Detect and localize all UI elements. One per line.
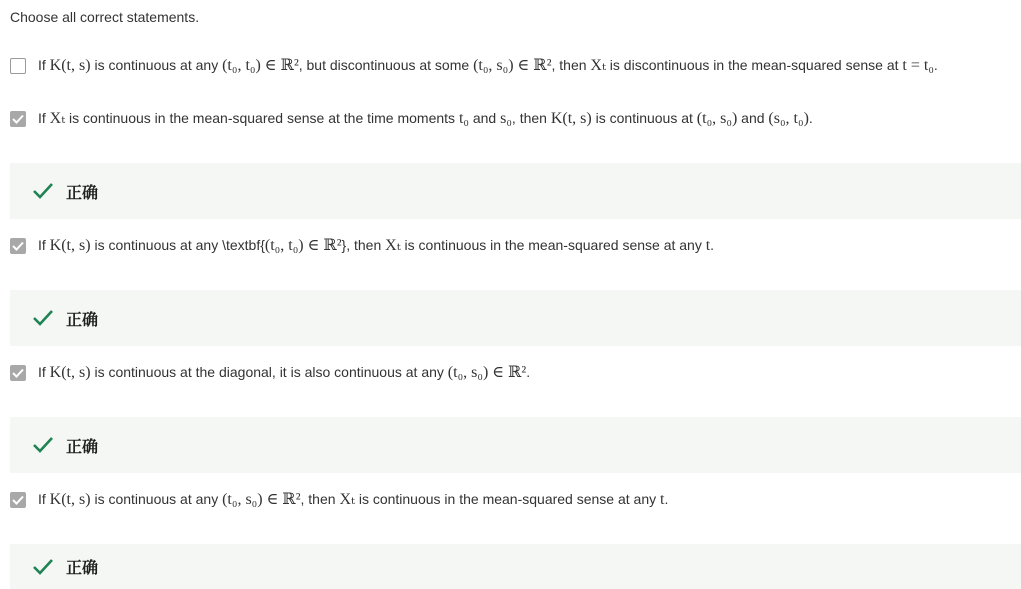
option-checkbox[interactable] [10, 58, 26, 74]
checkmark-icon [32, 436, 54, 454]
option-checkbox[interactable] [10, 365, 26, 381]
feedback-label: 正确 [66, 436, 99, 456]
answer-option[interactable] [10, 236, 1021, 255]
answer-option[interactable] [10, 56, 1021, 75]
feedback-label: 正确 [66, 558, 99, 577]
answer-option[interactable] [10, 490, 1021, 509]
checkmark-icon [12, 114, 24, 124]
option-checkbox[interactable] [10, 238, 26, 254]
option-text: If Xₜ is continuous in the mean-squared sense at the time moments t₀ and s₀, then K(t, s) is continuous at (t₀, s₀) and (s₀, t₀). [38, 110, 813, 127]
checkmark-icon [12, 368, 24, 378]
option-text: If K(t, s) is continuous at any \textbf{(t₀, t₀) ∈ ℝ²}, then Xₜ is continuous in the mean-squared sense at any t. [38, 237, 715, 254]
answer-option[interactable] [10, 363, 1021, 382]
checkmark-icon [32, 309, 54, 327]
checkmark-icon [32, 558, 54, 576]
option-text: If K(t, s) is continuous at any (t₀, t₀) ∈ ℝ², but discontinuous at some (t₀, s₀) ∈ ℝ², then Xₜ is discontinuous in the mean-squared sense at t = t₀. [38, 57, 938, 74]
checkmark-icon [32, 182, 54, 200]
feedback-label: 正确 [66, 182, 99, 202]
question-prompt: Choose all correct statements. [10, 9, 200, 25]
feedback-label: 正确 [66, 309, 99, 329]
feedback-correct [10, 417, 1021, 473]
option-text: If K(t, s) is continuous at any (t₀, s₀) ∈ ℝ², then Xₜ is continuous in the mean-squared sense at any t. [38, 491, 669, 508]
checkmark-icon [12, 495, 24, 505]
feedback-correct [10, 163, 1021, 219]
option-checkbox[interactable] [10, 111, 26, 127]
feedback-correct [10, 290, 1021, 346]
option-text: If K(t, s) is continuous at the diagonal, it is also continuous at any (t₀, s₀) ∈ ℝ². [38, 364, 531, 381]
feedback-correct [10, 544, 1021, 589]
answer-option[interactable] [10, 109, 1021, 128]
option-checkbox[interactable] [10, 492, 26, 508]
checkmark-icon [12, 241, 24, 251]
